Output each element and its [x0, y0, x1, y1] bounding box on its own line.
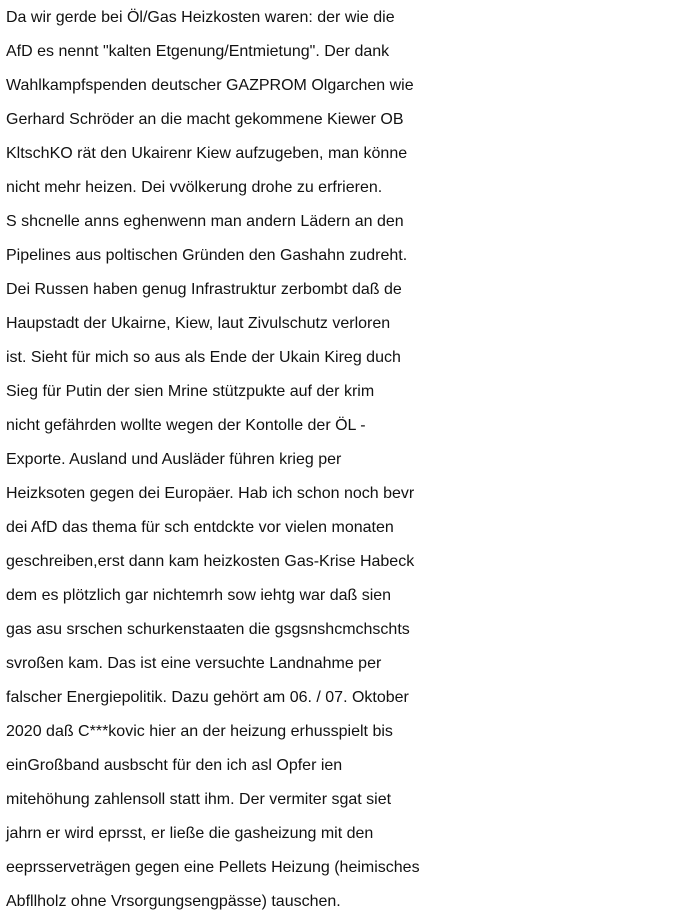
document-text	[6, 1, 684, 919]
text-line: Pipelines aus poltischen Gründen den Gashahn zudreht.	[6, 247, 408, 264]
text-line: S shcnelle anns eghenwenn man andern Lädern an den	[6, 213, 404, 230]
text-line: jahrn er wird eprsst, er ließe die gasheizung mit den	[6, 825, 374, 842]
text-line: Abfllholz ohne Vrsorgungsengpässe) tauschen.	[6, 893, 341, 910]
text-line: Sieg für Putin der sien Mrine stützpukte auf der krim	[6, 383, 375, 400]
text-line: falscher Energiepolitik. Dazu gehört am 06. / 07. Oktober	[6, 689, 409, 706]
text-line: svroßen kam. Das ist eine versuchte Landnahme per	[6, 655, 382, 672]
text-line: mitehöhung zahlensoll statt ihm. Der vermiter sgat siet	[6, 791, 392, 808]
text-line: 2020 daß C***kovic hier an der heizung erhusspielt bis	[6, 723, 393, 740]
text-line: Gerhard Schröder an die macht gekommene Kiewer OB	[6, 111, 404, 128]
text-line: Wahlkampfspenden deutscher GAZPROM Olgarchen wie	[6, 77, 414, 94]
text-line: Da wir gerde bei Öl/Gas Heizkosten waren: der wie die	[6, 9, 395, 26]
text-line: nicht mehr heizen. Dei vvölkerung drohe zu erfrieren.	[6, 179, 383, 196]
text-line: geschreiben,erst dann kam heizkosten Gas-Krise Habeck	[6, 553, 415, 570]
text-line: Haupstadt der Ukairne, Kiew, laut Zivulschutz verloren	[6, 315, 391, 332]
text-line: ist. Sieht für mich so aus als Ende der Ukain Kireg duch	[6, 349, 401, 366]
text-line: eeprsserveträgen gegen eine Pellets Heizung (heimisches	[6, 859, 420, 876]
text-line: AfD es nennt "kalten Etgenung/Entmietung". Der dank	[6, 43, 390, 60]
text-line: nicht gefährden wollte wegen der Kontolle der ÖL -	[6, 417, 366, 434]
text-line: dei AfD das thema für sch entdckte vor vielen monaten	[6, 519, 394, 536]
text-line: einGroßband ausbscht für den ich asl Opfer ien	[6, 757, 343, 774]
text-line: dem es plötzlich gar nichtemrh sow iehtg war daß sien	[6, 587, 392, 604]
text-line: Exporte. Ausland und Ausläder führen krieg per	[6, 451, 342, 468]
text-line: KltschKO rät den Ukairenr Kiew aufzugeben, man könne	[6, 145, 408, 162]
text-line: Heizksoten gegen dei Europäer. Hab ich schon noch bevr	[6, 485, 415, 502]
text-line: gas asu srschen schurkenstaaten die gsgsnshcmchschts	[6, 621, 410, 638]
text-line: Dei Russen haben genug Infrastruktur zerbombt daß de	[6, 281, 402, 298]
